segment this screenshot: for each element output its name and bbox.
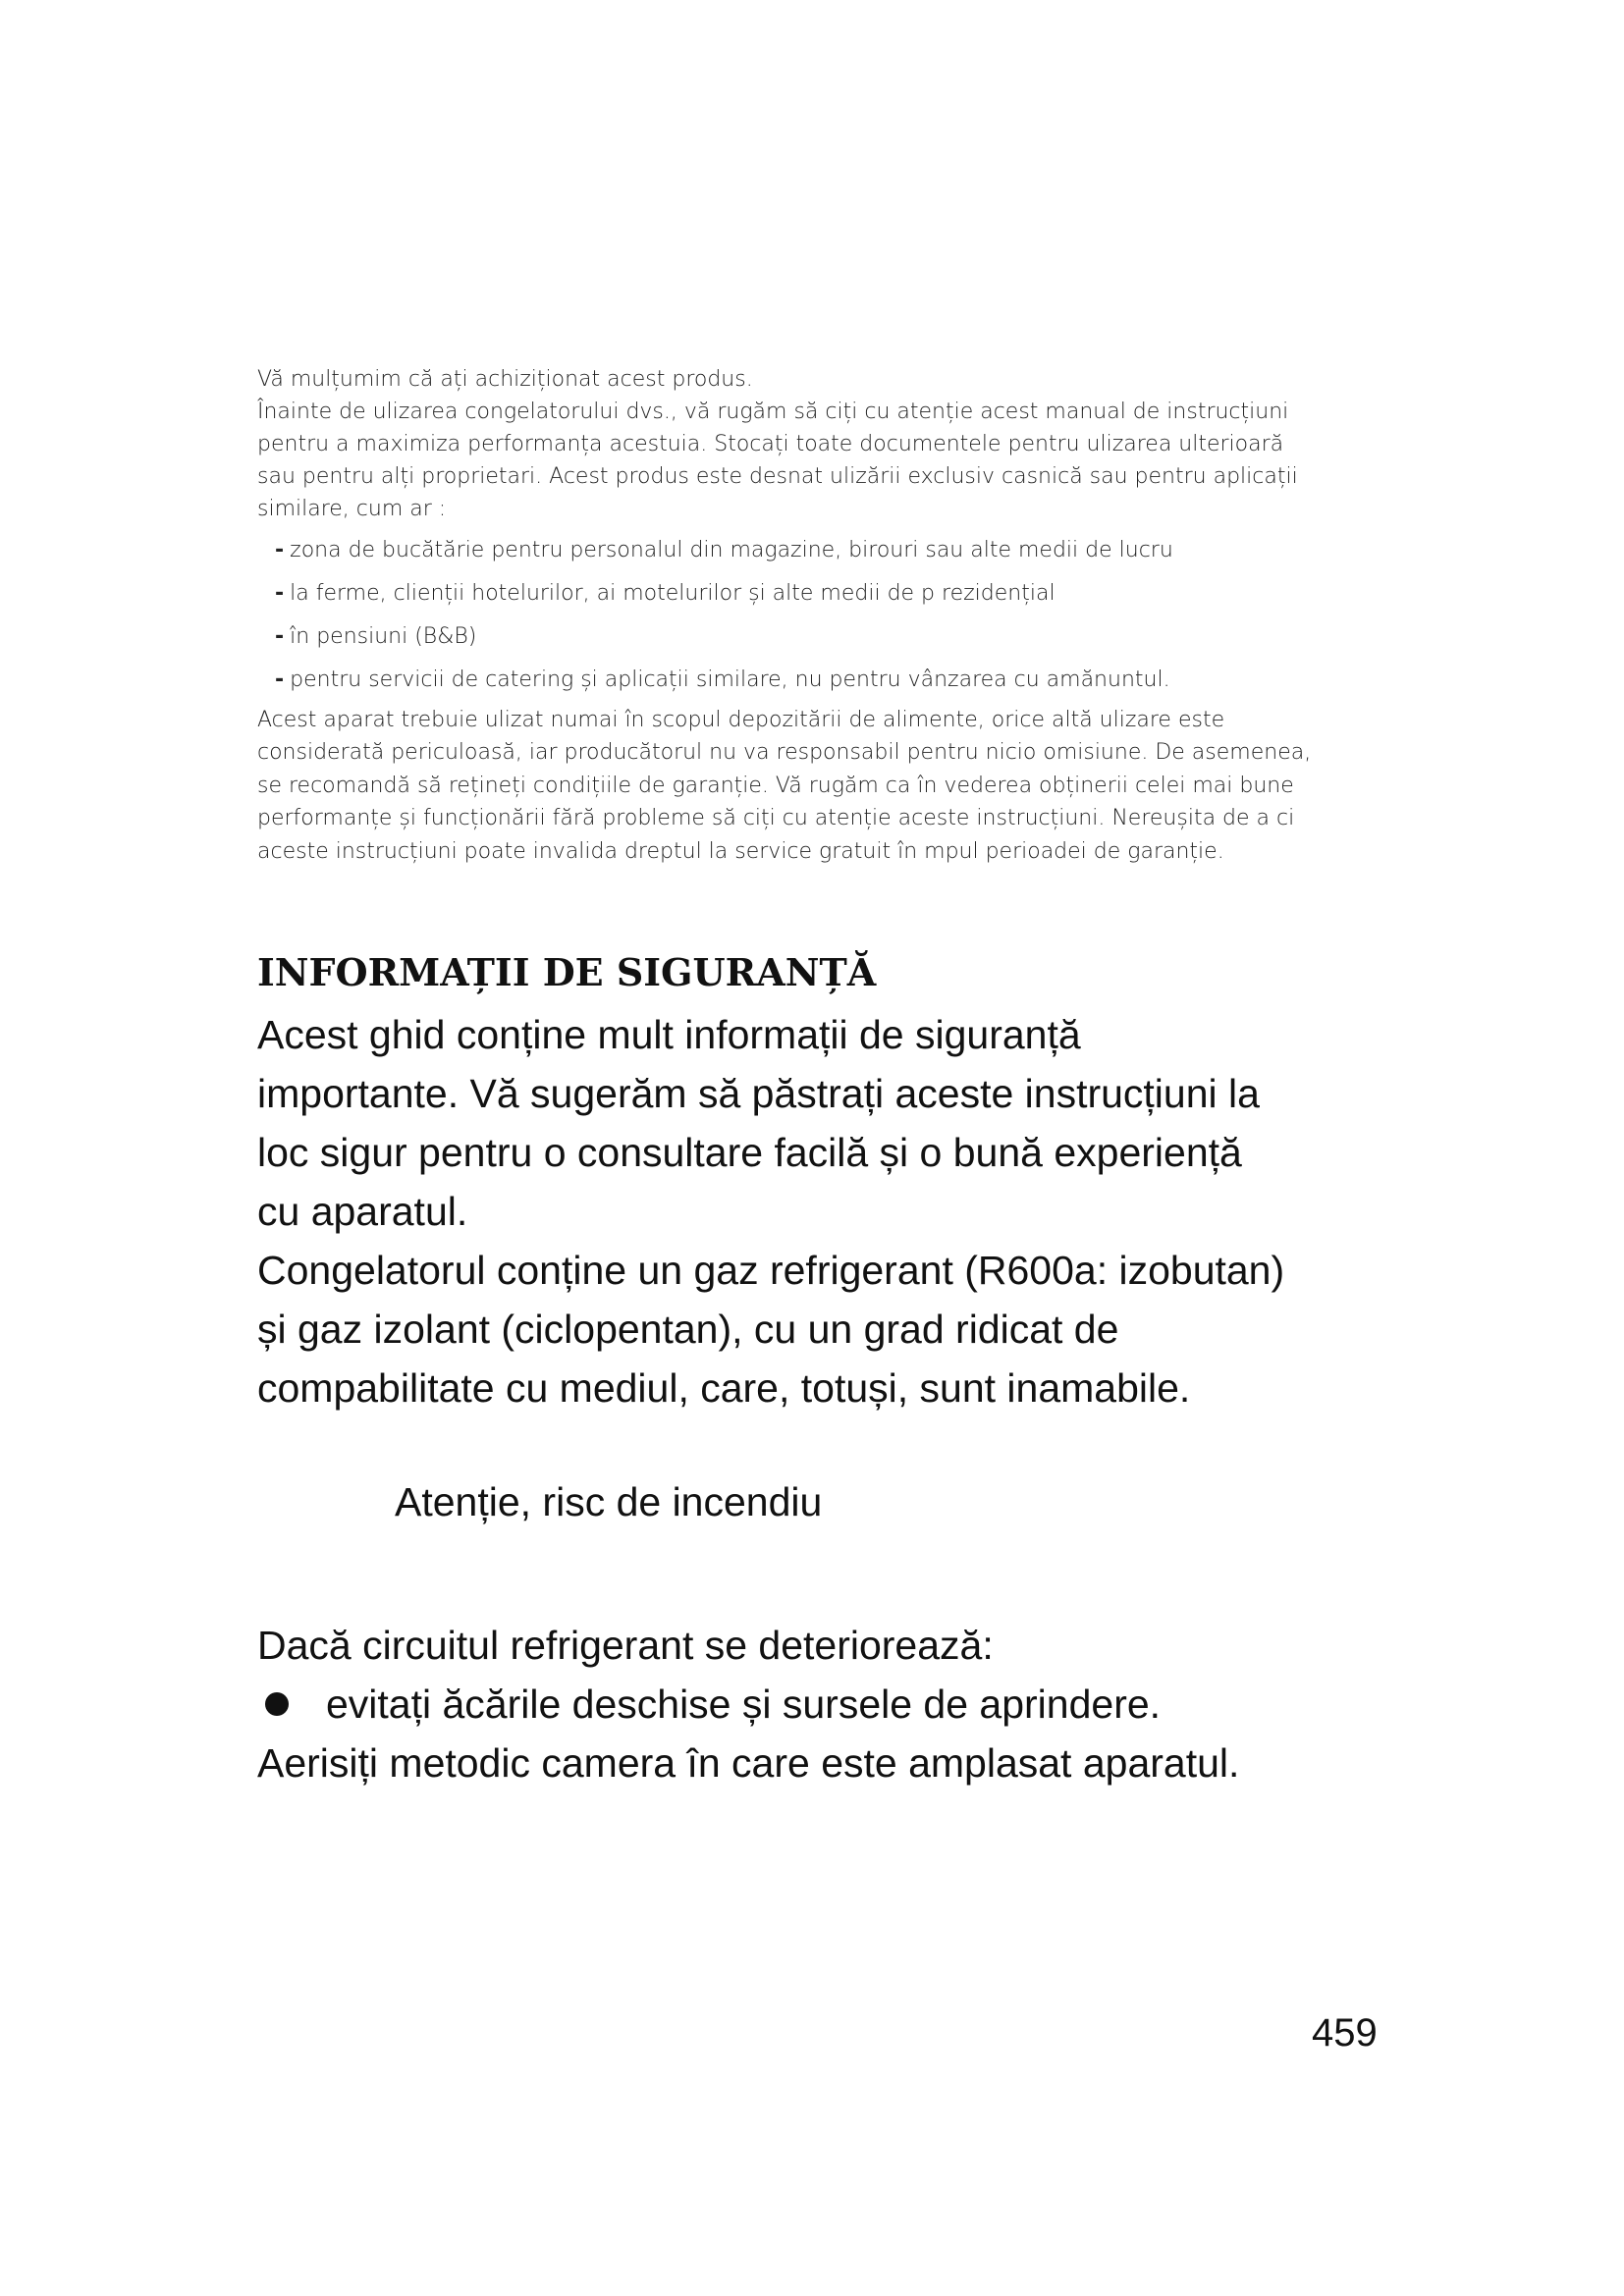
safety-heading: INFORMAȚII DE SIGURANȚĂ (257, 950, 877, 994)
fire-risk-warning: Atenție, risc de incendiu (395, 1479, 823, 1524)
usage-disclaimer (257, 704, 1377, 868)
dash-marker: - (275, 581, 285, 606)
dash-marker: - (275, 667, 285, 692)
usage-list-item-text: pentru servicii de catering și aplicații similare, nu pentru vânzarea cu amănuntul. (290, 667, 1170, 692)
damage-heading: Dacă circuitul refrigerant se deteriorează: (257, 1623, 994, 1668)
safety-line: Acest ghid conține mult informații de siguranță (257, 1012, 1081, 1057)
dash-marker: - (275, 624, 285, 649)
damage-bullet-text: evitați ăcările deschise și sursele de aprindere. (326, 1682, 1162, 1727)
usage-list (275, 529, 1377, 702)
disclaimer-line: Acest aparat trebuie ulizat numai în scopul depozitării de alimente, orice altă ulizare este (257, 708, 1225, 732)
usage-list-item-text: în pensiuni (B&B) (290, 624, 477, 649)
intro-line: similare, cum ar : (257, 497, 447, 521)
intro-section (257, 363, 1377, 868)
safety-line: compabilitate cu mediul, care, totuși, sunt inamabile. (257, 1365, 1191, 1411)
safety-line: și gaz izolant (ciclopentan), cu un grad ridicat de (257, 1307, 1119, 1352)
usage-list-item (275, 529, 1377, 572)
disclaimer-line: considerată periculoasă, iar producătorul nu va responsabil pentru nicio omisiune. De asemenea, (257, 740, 1312, 766)
safety-line: importante. Vă sugerăm să păstrați aceste instrucțiuni la (257, 1071, 1260, 1116)
safety-line: cu aparatul. (257, 1189, 468, 1234)
page-number: 459 (1312, 2011, 1378, 2055)
intro-line: pentru a maximiza performanța acestuia. Stocați toate documentele pentru ulizarea ulterioară (257, 432, 1284, 456)
disclaimer-line: se recomandă să rețineți condițiile de garanție. Vă rugăm ca în vederea obținerii celei mai bune (257, 773, 1294, 798)
usage-list-item (275, 572, 1377, 615)
disclaimer-line: aceste instrucțiuni poate invalida dreptul la service gratuit în mpul perioadei de garanție. (257, 838, 1224, 864)
intro-line: sau pentru alți proprietari. Acest produs este desnat ulizării exclusiv casnică sau pentru aplicații (257, 464, 1298, 489)
safety-line: loc sigur pentru o consultare facilă și o bună experiență (257, 1130, 1242, 1175)
disclaimer-line: performanțe și funcționării fără probleme să ciți cu atenție aceste instrucțiuni. Nereușita de a ci (257, 806, 1295, 831)
usage-list-item (275, 659, 1377, 702)
intro-line: Vă mulțumim că ați achiziționat acest produs. (257, 367, 753, 392)
usage-list-item (275, 615, 1377, 659)
safety-text (257, 1005, 1416, 1417)
usage-list-item-text: zona de bucătărie pentru personalul din magazine, birouri sau alte medii de lucru (290, 538, 1173, 562)
intro-line: Înainte de ulizarea congelatorului dvs., vă rugăm să ciți cu atenție acest manual de instrucțiuni (257, 400, 1289, 424)
damage-bullet-item (257, 1675, 1416, 1734)
dash-marker: - (275, 538, 285, 562)
safety-line: Congelatorul conține un gaz refrigerant (R600a: izobutan) (257, 1248, 1285, 1293)
damage-footer: Aerisiți metodic camera în care este amplasat aparatul. (257, 1740, 1240, 1786)
circuit-damage-instructions (257, 1616, 1416, 1792)
usage-list-item-text: la ferme, clienții hotelurilor, ai motelurilor și alte medii de p rezidențial (290, 581, 1056, 606)
bullet-dot-icon (265, 1692, 289, 1716)
